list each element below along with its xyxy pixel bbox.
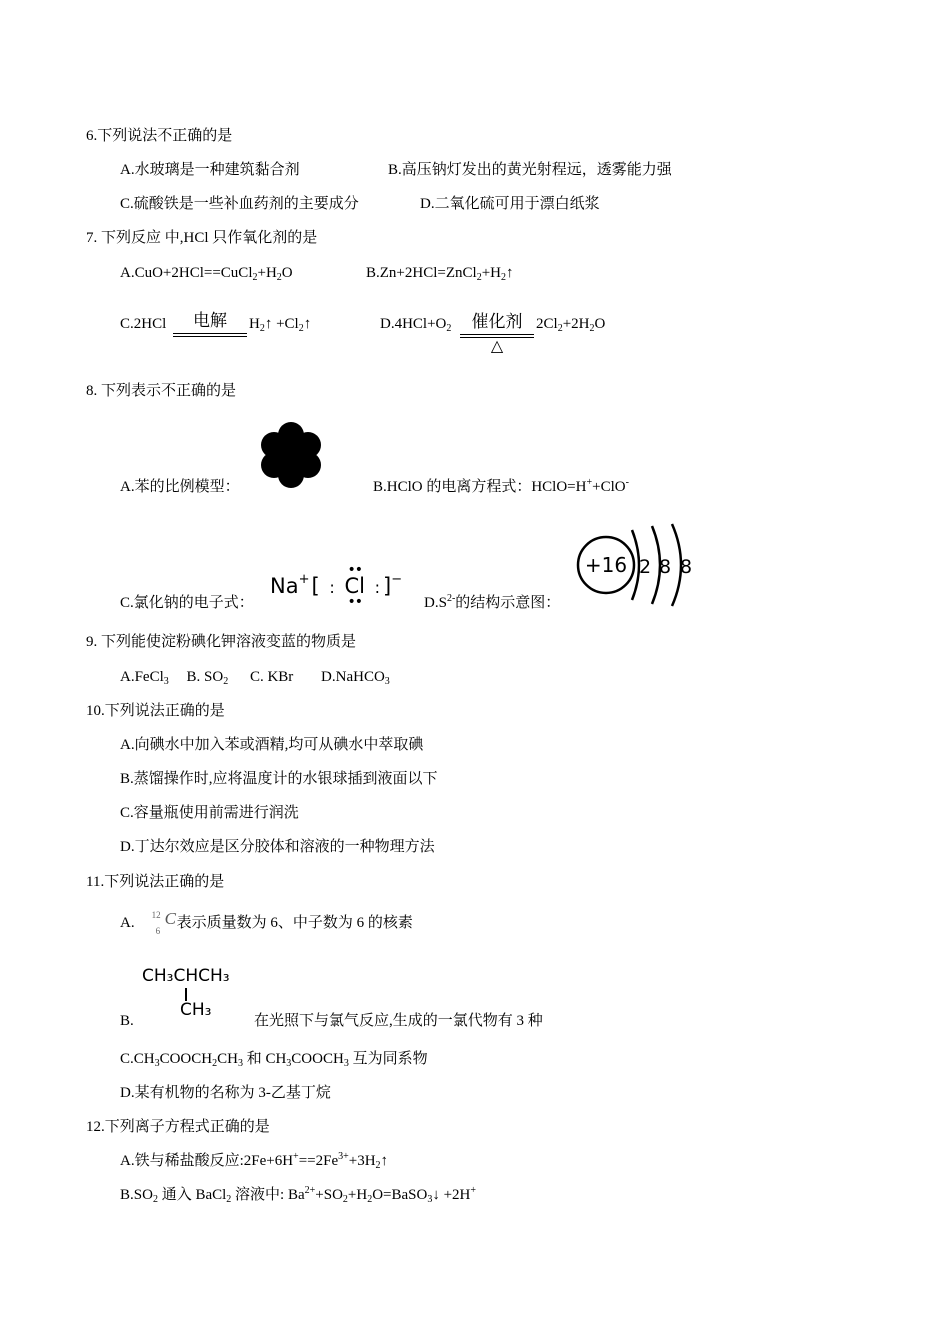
q7-option-b: $B.Zn+2HCl=ZnCl_2+H_2↑$ (366, 265, 514, 283)
q10-option-b: B.蒸馏操作时,应将温度计的水银球插到液面以下 (120, 771, 438, 787)
q6-stem: 6.下列说法不正确的是 (86, 128, 233, 144)
q9-stem: 9. 下列能使淀粉碘化钾溶液变蓝的物质是 (86, 634, 357, 650)
shell-3-count: 8 (679, 556, 693, 578)
q11-option-d: D.某有机物的名称为 3-乙基丁烷 (120, 1085, 331, 1101)
q6-option-d: D.二氧化硫可用于漂白纸浆 (420, 196, 600, 212)
q9-options (120, 667, 390, 687)
q6-option-a: A.水玻璃是一种建筑黏合剂 (120, 162, 300, 178)
isobutane-structure: CH₃CHCH₃ CH₃ (142, 966, 230, 1020)
sulfide-ion-structure-diagram (572, 520, 696, 612)
q7-option-d-reactant: $D.4HCl+O_2$ (380, 316, 452, 334)
q7-stem: 7. 下列反应 中,HCl 只作氧化剂的是 (86, 230, 318, 246)
electron-dots-top: •• (347, 562, 362, 578)
electron-dots-bottom: •• (347, 594, 362, 610)
q7-option-d-product: $2Cl_2+2H_2O$ (536, 316, 606, 334)
q9-option-a: A.FeCl$_3$ (120, 669, 169, 687)
q8-stem: 8. 下列表示不正确的是 (86, 383, 237, 399)
q11-option-b-text: 在光照下与氯气反应,生成的一氯代物有 3 种 (254, 1013, 543, 1029)
q6-option-b: B.高压钠灯发出的黄光射程远，透雾能力强 (388, 162, 672, 178)
q7-option-c-condition: 电解 (173, 311, 247, 337)
q11-option-a: A. 12 6 C 表示质量数为 6、中子数为 6 的核素 (120, 909, 413, 936)
q7-option-a: $A.CuO+2HCl==CuCl_2+H_2O$ (120, 265, 293, 283)
q8-option-c: C.氯化钠的电子式： (120, 595, 254, 611)
q12-stem: 12.下列离子方程式正确的是 (86, 1119, 270, 1135)
q12-option-a: A.铁与稀盐酸反应$:2Fe+6H^+==2Fe^{3+}+3H_2↑$ (120, 1151, 389, 1171)
q7-option-d-condition: 催化剂 △ (460, 312, 534, 356)
q7-option-c-reactant: C.2HCl (120, 316, 167, 332)
double-arrow-line (173, 333, 247, 337)
q10-stem: 10.下列说法正确的是 (86, 703, 225, 719)
q7-option-c-product: $H_2↑$ $+Cl_2↑$ (249, 316, 312, 334)
svg-text:+16: +16 (584, 553, 628, 577)
nacl-electron-dot-formula: Na+[ : •• Cl •• : ]− (270, 572, 410, 606)
q10-option-a: A.向碘水中加入苯或酒精,均可从碘水中萃取碘 (120, 737, 424, 753)
shell-2-count: 8 (658, 556, 672, 578)
q8-option-b: B.HClO 的电离方程式：HClO=H++ClO- (373, 477, 629, 495)
q8-option-a: A.苯的比例模型： (120, 479, 240, 495)
q10-option-c: C.容量瓶使用前需进行润洗 (120, 805, 299, 821)
q12-option-b: $B.SO_2$ 通入 BaCl$_2$ 溶液中: $Ba^{2+}+SO_2+H_2O=BaSO_3↓ +2H^+$ (120, 1185, 477, 1205)
q9-option-c: C. KBr (249, 669, 294, 685)
q11-option-c: $C.CH_3COOCH_2CH_3$ 和 $CH_3COOCH_3$ 互为同系物 (120, 1051, 428, 1069)
q11-stem: 11.下列说法正确的是 (86, 874, 225, 890)
carbon-12-nuclide-symbol: 12 6 C (151, 909, 176, 936)
q10-option-d: D.丁达尔效应是区分胶体和溶液的一种物理方法 (120, 839, 435, 855)
q9-option-d: D.NaHCO$_3$ (321, 669, 390, 687)
q9-option-b: B. $SO_2$ (186, 669, 229, 687)
benzene-space-filling-model-icon (256, 420, 326, 490)
q6-option-c: C.硫酸铁是一些补血药剂的主要成分 (120, 196, 359, 212)
heat-triangle-icon: △ (490, 338, 504, 355)
q8-option-d: $D.S^{2-}$的结构示意图： (424, 593, 561, 611)
q11-option-b-label: B. (120, 1013, 134, 1029)
shell-1-count: 2 (638, 556, 652, 578)
